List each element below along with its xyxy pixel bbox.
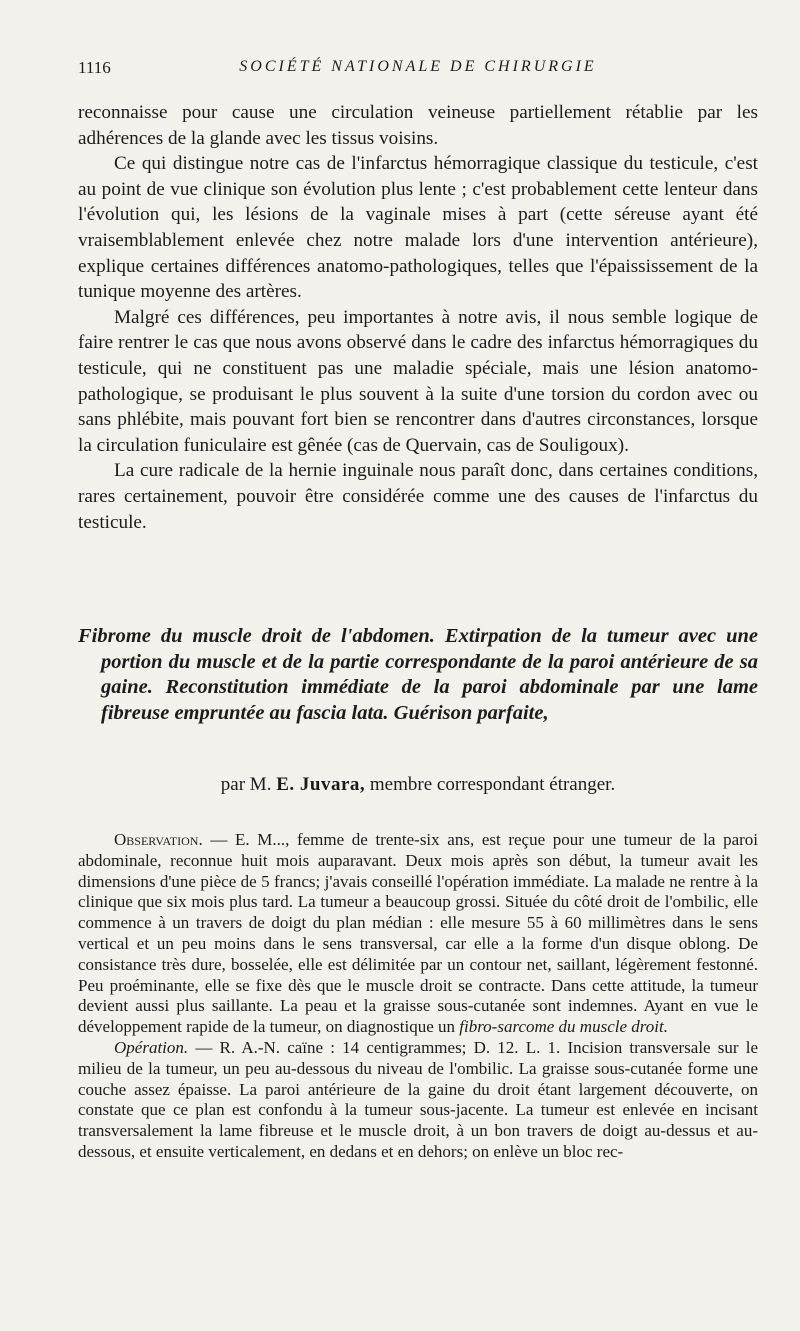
observation-paragraph xyxy=(78,830,758,1038)
byline-suffix: membre correspondant étranger. xyxy=(369,774,616,795)
section-title xyxy=(78,624,758,726)
page-number: 1116 xyxy=(78,58,111,77)
paragraph-1: reconnaisse pour cause une circulation veineuse partiellement rétablie par les adhérences de la glande avec les tissus voisins. xyxy=(78,102,758,149)
running-title: SOCIÉTÉ NATIONALE DE CHIRURGIE xyxy=(239,58,597,75)
observation-diagnosis: fibro-sarcome du muscle droit. xyxy=(459,1017,668,1037)
byline xyxy=(78,774,758,796)
observation-label: Observation. xyxy=(114,830,203,849)
observation-block xyxy=(78,830,758,1163)
paragraph-2: Ce qui distingue notre cas de l'infarctus hémorragique classique du testicule, c'est au point de vue clinique son évolution plus lente ; c'est probablement cette lenteur dans l'évolution qui, les lésions de la vaginale mises à part (cette séreuse ayant été vraisemblablement enlevée chez notre malade lors d'une intervention antérieure), explique certaines différences anatomo-pathologiques, telles que l'épaississement de la tunique moyenne des artères. xyxy=(78,153,758,303)
operation-label: Opération. xyxy=(114,1037,189,1057)
paragraph-4: La cure radicale de la hernie inguinale nous paraît donc, dans certaines conditions, rares certainement, pouvoir être considérée comme une des causes de l'infarctus du testicule. xyxy=(78,460,758,533)
operation-paragraph xyxy=(78,1038,758,1163)
page-header xyxy=(78,58,758,82)
operation-text: — R. A.-N. caïne : 14 centigrammes; D. 12. L. 1. Incision transversale sur le milieu de la tumeur, un peu au-dessous du niveau de l'ombilic. La graisse sous-cutanée forme une couche assez épaisse. La paroi antérieure de la gaine du droit étant largement découverte, on constate que ce plan est confondu à la tumeur sous-jacente. La tumeur est enlevée en incisant transversalement la lame fibreuse et le muscle droit, à un bon travers de doigt au-dessus et au-dessous, et ensuite verticalement, en dedans et en dehors; on enlève un bloc rec- xyxy=(78,1037,758,1161)
observation-text: — E. M..., femme de trente-six ans, est reçue pour une tumeur de la paroi abdominale, reconnue huit mois auparavant. Deux mois après son début, la tumeur avait les dimensions d'une pièce de 5 francs; j'avais conseillé l'opération immédiate. La malade ne rentre à la clinique que six mois plus tard. La tumeur a beaucoup grossi. Située du côté droit de l'ombilic, elle commence à un travers de doigt du plan médian : elle mesure 55 à 60 millimètres dans le sens vertical et un peu moins dans le sens transversal, car elle a la forme d'un disque oblong. De consistance très dure, bosselée, elle est délimitée par un contour net, saillant, légèrement festonné. Peu proéminante, elle se fixe dès que le muscle droit se contracte. Dans cette attitude, la tumeur devient aussi plus saillante. La peau et la graisse sous-cutanée sont indemnes. Ayant en vue le développement rapide de la tumeur, on diagnostique un xyxy=(78,830,758,1037)
section-title-text: Fibrome du muscle droit de l'abdomen. Extirpation de la tumeur avec une portion du muscle et de la partie correspondante de la paroi antérieure de sa gaine. Reconstitution immédiate de la paroi abdominale par une lame fibreuse empruntée au fascia lata. Guérison parfaite, xyxy=(78,625,758,724)
paragraph-3: Malgré ces différences, peu importantes à notre avis, il nous semble logique de faire rentrer le cas que nous avons observé dans le cadre des infarctus hémorragiques du testicule, qui ne constituent pas une maladie spéciale, mais une lésion anatomo-pathologique, se produisant le plus souvent à la suite d'une torsion du cordon avec ou sans phlébite, mais pouvant fort bien se rencontrer dans d'autres circonstances, lorsque la circulation funiculaire est gênée (cas de Quervain, cas de Souligoux). xyxy=(78,306,758,456)
body-text xyxy=(78,100,758,535)
byline-author: E. Juvara, xyxy=(276,774,366,795)
byline-prefix: par M. xyxy=(220,774,272,795)
